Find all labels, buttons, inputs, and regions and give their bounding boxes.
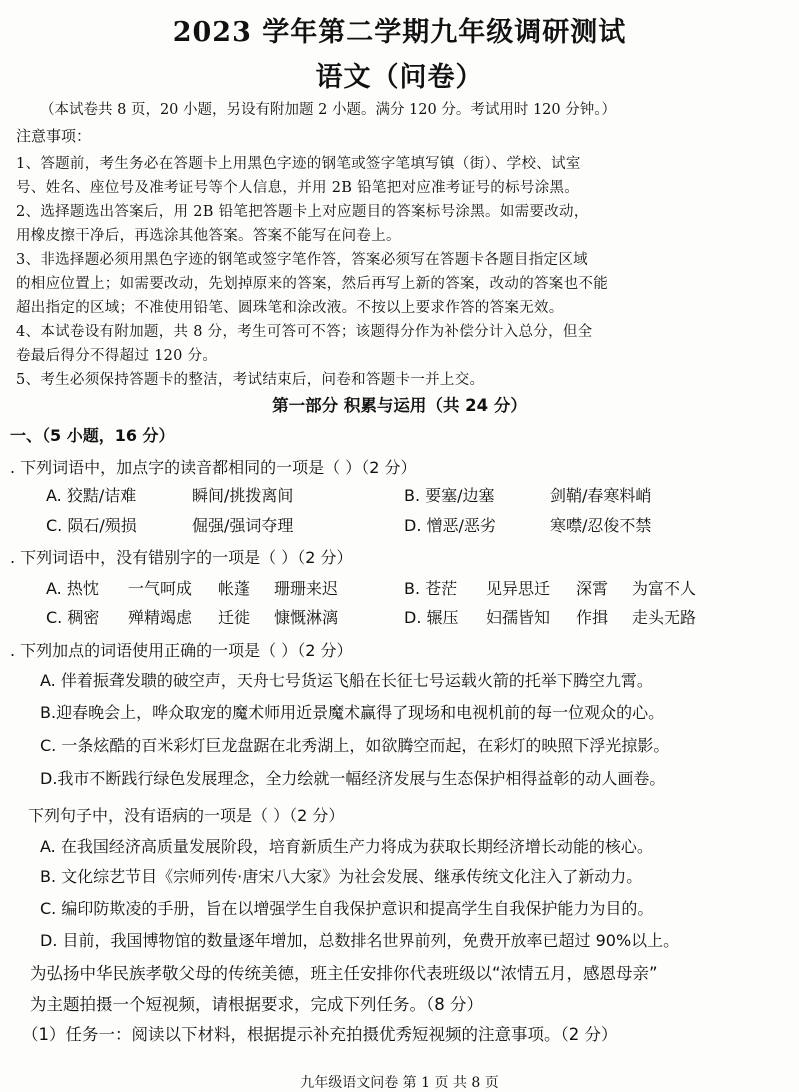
- q4-option-a: A. 在我国经济高质量发展阶段，培育新质生产力将成为获取长期经济增长动能的核心。: [40, 837, 653, 856]
- q5-task1: （1）任务一：阅读以下材料，根据提示补充拍摄优秀短视频的注意事项。（2 分）: [22, 1025, 618, 1044]
- notes-line: 号、姓名、座位号及准考证号等个人信息，并用 2B 铅笔把对应准考证号的标号涂黑。: [16, 180, 580, 196]
- q1-option-b-2: 剑鞘/春寒料峭: [550, 486, 652, 505]
- q2-option-d: D. 辗压: [404, 608, 459, 627]
- q2-option-c-word: 慷慨淋漓: [274, 608, 339, 627]
- part1-heading: 第一部分 积累与运用（共 24 分）: [272, 396, 527, 415]
- q2-option-d-word: 作揖: [576, 608, 609, 627]
- q2-option-b-word: 为富不人: [632, 579, 697, 598]
- q1-option-c: C. 陨石/殒损: [46, 516, 137, 535]
- q2-option-b: B. 苍茫: [404, 579, 458, 598]
- page-footer: 九年级语文问卷 第 1 页 共 8 页: [300, 1075, 499, 1091]
- exam-subtitle: 语文（问卷）: [315, 62, 484, 93]
- q2-option-a-word: 一气呵成: [128, 579, 193, 598]
- q2-option-b-word: 深霄: [576, 579, 609, 598]
- q5-stem-line2: 为主题拍摄一个短视频，请根据要求，完成下列任务。（8 分）: [30, 995, 483, 1014]
- exam-intro: （本试卷共 8 页，20 小题，另设有附加题 2 小题。满分 120 分。考试用时 120 分钟。）: [40, 102, 616, 118]
- q1-stem: . 下列词语中，加点字的读音都相同的一项是（ ）（2 分）: [10, 458, 417, 477]
- q1-option-a-2: 瞬间/挑拨离间: [192, 486, 294, 505]
- q2-option-a: A. 热忱: [46, 579, 99, 598]
- notes-line: 超出指定的区域；不准使用铅笔、圆珠笔和涂改液。不按以上要求作答的答案无效。: [16, 300, 564, 316]
- q3-option-c: C. 一条炫酷的百米彩灯巨龙盘踞在北秀湖上，如欲腾空而起，在彩灯的映照下浮光掠影。: [40, 736, 670, 755]
- exam-title: 2023 学年第二学期九年级调研测试: [172, 17, 627, 48]
- q2-option-a-word: 珊珊来迟: [274, 579, 339, 598]
- q3-option-d: D.我市不断践行绿色发展理念，全力绘就一幅经济发展与生态保护相得益彰的动人画卷。: [40, 769, 666, 788]
- notes-heading: 注意事项：: [16, 127, 92, 145]
- q4-option-b: B. 文化综艺节目《宗师列传·唐宋八大家》为社会发展、继承传统文化注入了新动力。: [40, 867, 643, 886]
- notes-line: 2、选择题选出答案后，用 2B 铅笔把答题卡上对应题目的答案标号涂黑。如需要改动，: [16, 204, 589, 220]
- q2-option-d-word: 妇孺皆知: [486, 608, 551, 627]
- notes-line: 用橡皮擦干净后，再选涂其他答案。答案不能写在问卷上。: [16, 228, 401, 244]
- q3-option-a: A. 伴着振聋发聩的破空声，天舟七号货运飞船在长征七号运载火箭的托举下腾空九霄。: [40, 671, 653, 690]
- q3-stem: . 下列加点的词语使用正确的一项是（ ）（2 分）: [10, 641, 353, 660]
- q2-option-c-word: 迁徙: [218, 608, 251, 627]
- q1-option-d: D. 憎恶/恶劣: [404, 516, 496, 535]
- notes-line: 5、考生必须保持答题卡的整洁，考试结束后，问卷和答题卡一并上交。: [16, 372, 485, 388]
- notes-line: 卷最后得分不得超过 120 分。: [16, 348, 218, 364]
- notes-line: 4、本试卷设有附加题，共 8 分，考生可答可不答；该题得分作为补偿分计入总分，但全: [16, 324, 593, 340]
- q2-option-a-word: 帐蓬: [218, 579, 251, 598]
- notes-line: 3、非选择题必须用黑色字迹的钢笔或签字笔作答，答案必须写在答题卡各题目指定区域: [16, 252, 588, 268]
- q1-option-a: A. 狡黠/诘难: [46, 486, 137, 505]
- q2-option-c: C. 稠密: [46, 608, 100, 627]
- q4-option-c: C. 编印防欺凌的手册，旨在以增强学生自我保护意识和提高学生自我保护能力为目的。: [40, 899, 654, 918]
- q4-stem: 下列句子中，没有语病的一项是（ ）（2 分）: [28, 806, 345, 825]
- q3-option-b: B.迎春晚会上，哗众取宠的魔术师用近景魔术赢得了现场和电视机前的每一位观众的心。: [40, 703, 665, 722]
- q4-option-d: D. 目前，我国博物馆的数量逐年增加，总数排名世界前列，免费开放率已超过 90%以上。: [40, 931, 680, 950]
- notes-line: 的相应位置上；如需要改动，先划掉原来的答案，然后再写上新的答案，改动的答案也不能: [16, 276, 608, 292]
- notes-line: 1、答题前，考生务必在答题卡上用黑色字迹的钢笔或签字笔填写镇（街）、学校、试室: [16, 156, 581, 172]
- q2-option-b-word: 见异思迁: [486, 579, 551, 598]
- q2-option-c-word: 殚精竭虑: [128, 608, 193, 627]
- section-heading: 一、（5 小题，16 分）: [10, 426, 175, 445]
- q5-stem-line1: 为弘扬中华民族孝敬父母的传统美德，班主任安排你代表班级以“浓情五月，感恩母亲”: [30, 964, 658, 983]
- q1-option-b: B. 要塞/边塞: [404, 486, 495, 505]
- q2-stem: . 下列词语中，没有错别字的一项是（ ）（2 分）: [10, 548, 353, 567]
- q2-option-d-word: 走头无路: [632, 608, 697, 627]
- q1-option-c-2: 倔强/强词夺理: [192, 516, 294, 535]
- q1-option-d-2: 寒噤/忍俊不禁: [550, 516, 652, 535]
